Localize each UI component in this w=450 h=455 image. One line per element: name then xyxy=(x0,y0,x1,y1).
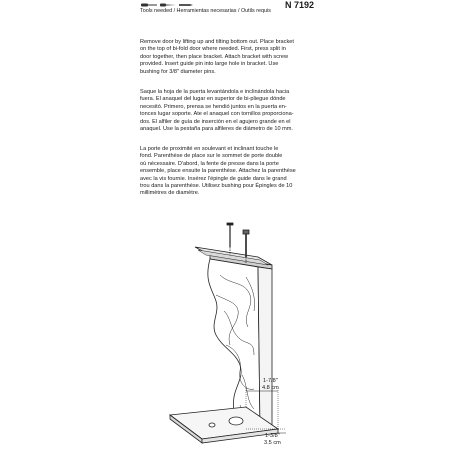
instruction-line: provided. Insert guide pin into large hole in bracket. Use xyxy=(140,61,279,68)
awl-icon xyxy=(160,4,176,7)
width-imperial: 1-7/8" xyxy=(263,378,278,384)
width-metric: 4.8 cm xyxy=(262,385,279,391)
instructions-french xyxy=(140,146,320,198)
instruction-line: anaquel. Use la pestaña para alfileres de diámetro de 10 mm. xyxy=(140,126,293,133)
depth-metric: 3.5 cm xyxy=(264,440,281,446)
bracket-drawing xyxy=(150,215,300,450)
width-dimension xyxy=(262,378,279,392)
instruction-line: door together, then place bracket. Attach bracket with screw xyxy=(140,53,289,60)
instructions-english xyxy=(140,39,320,76)
depth-imperial: 1-3/8" xyxy=(265,433,280,439)
bracket-illustration xyxy=(150,215,300,450)
instruction-line: necesitó. Primero, prensa se hendió juntos en la puerta en- xyxy=(140,103,287,110)
instruction-line: ensemble, place ensuite la parenthèse. Attachez la parenthèse xyxy=(140,168,296,175)
instruction-line: millimètres de diamètre. xyxy=(140,190,200,197)
door-with-bracket xyxy=(195,223,272,430)
instruction-line: avec la vis fournie. Insérez l'épingle de guide dans le grand xyxy=(140,175,287,182)
instruction-line: trou dans la parenthèse. Utilisez bushing pour Épingles de 10 xyxy=(140,183,293,190)
instruction-line: où nécessaire. D'abord, la fente de presse dans la porte xyxy=(140,160,279,167)
instruction-line: Remove door by lifting up and tilting bottom out. Place bracket xyxy=(140,39,294,45)
screwdriver-icon xyxy=(141,4,157,7)
instruction-line: tonces lugar soporte. Ate el anaquel con tornillos proporciona- xyxy=(140,111,294,118)
instruction-line: La porte de proximité en soulevant et inclinant touche le xyxy=(140,146,279,152)
instruction-line: fuera. El anaquel del lugar en superior de bi-pliegue dónde xyxy=(140,96,286,103)
depth-dimension xyxy=(264,433,281,447)
instruction-line: Saque la hoja de la puerta levantándola e inclinándola hacia xyxy=(140,89,290,95)
instruction-line: bushing for 3/8" diameter pins. xyxy=(140,68,216,75)
instructions-spanish xyxy=(140,89,320,133)
instruction-line: dos. El alfiler de guía de inserción en el agujero grande en el xyxy=(140,118,291,125)
instruction-line: fond. Parenthèse de place sur le sommet de porte double xyxy=(140,153,283,160)
drill-bit-icon xyxy=(179,4,193,6)
tools-needed-label: Tools needed / Herramientas necesarias / Outils requis xyxy=(140,8,271,14)
part-number: N 7192 xyxy=(285,0,315,10)
instruction-line: on the top of bi-fold door where needed. First, press split in xyxy=(140,46,286,53)
